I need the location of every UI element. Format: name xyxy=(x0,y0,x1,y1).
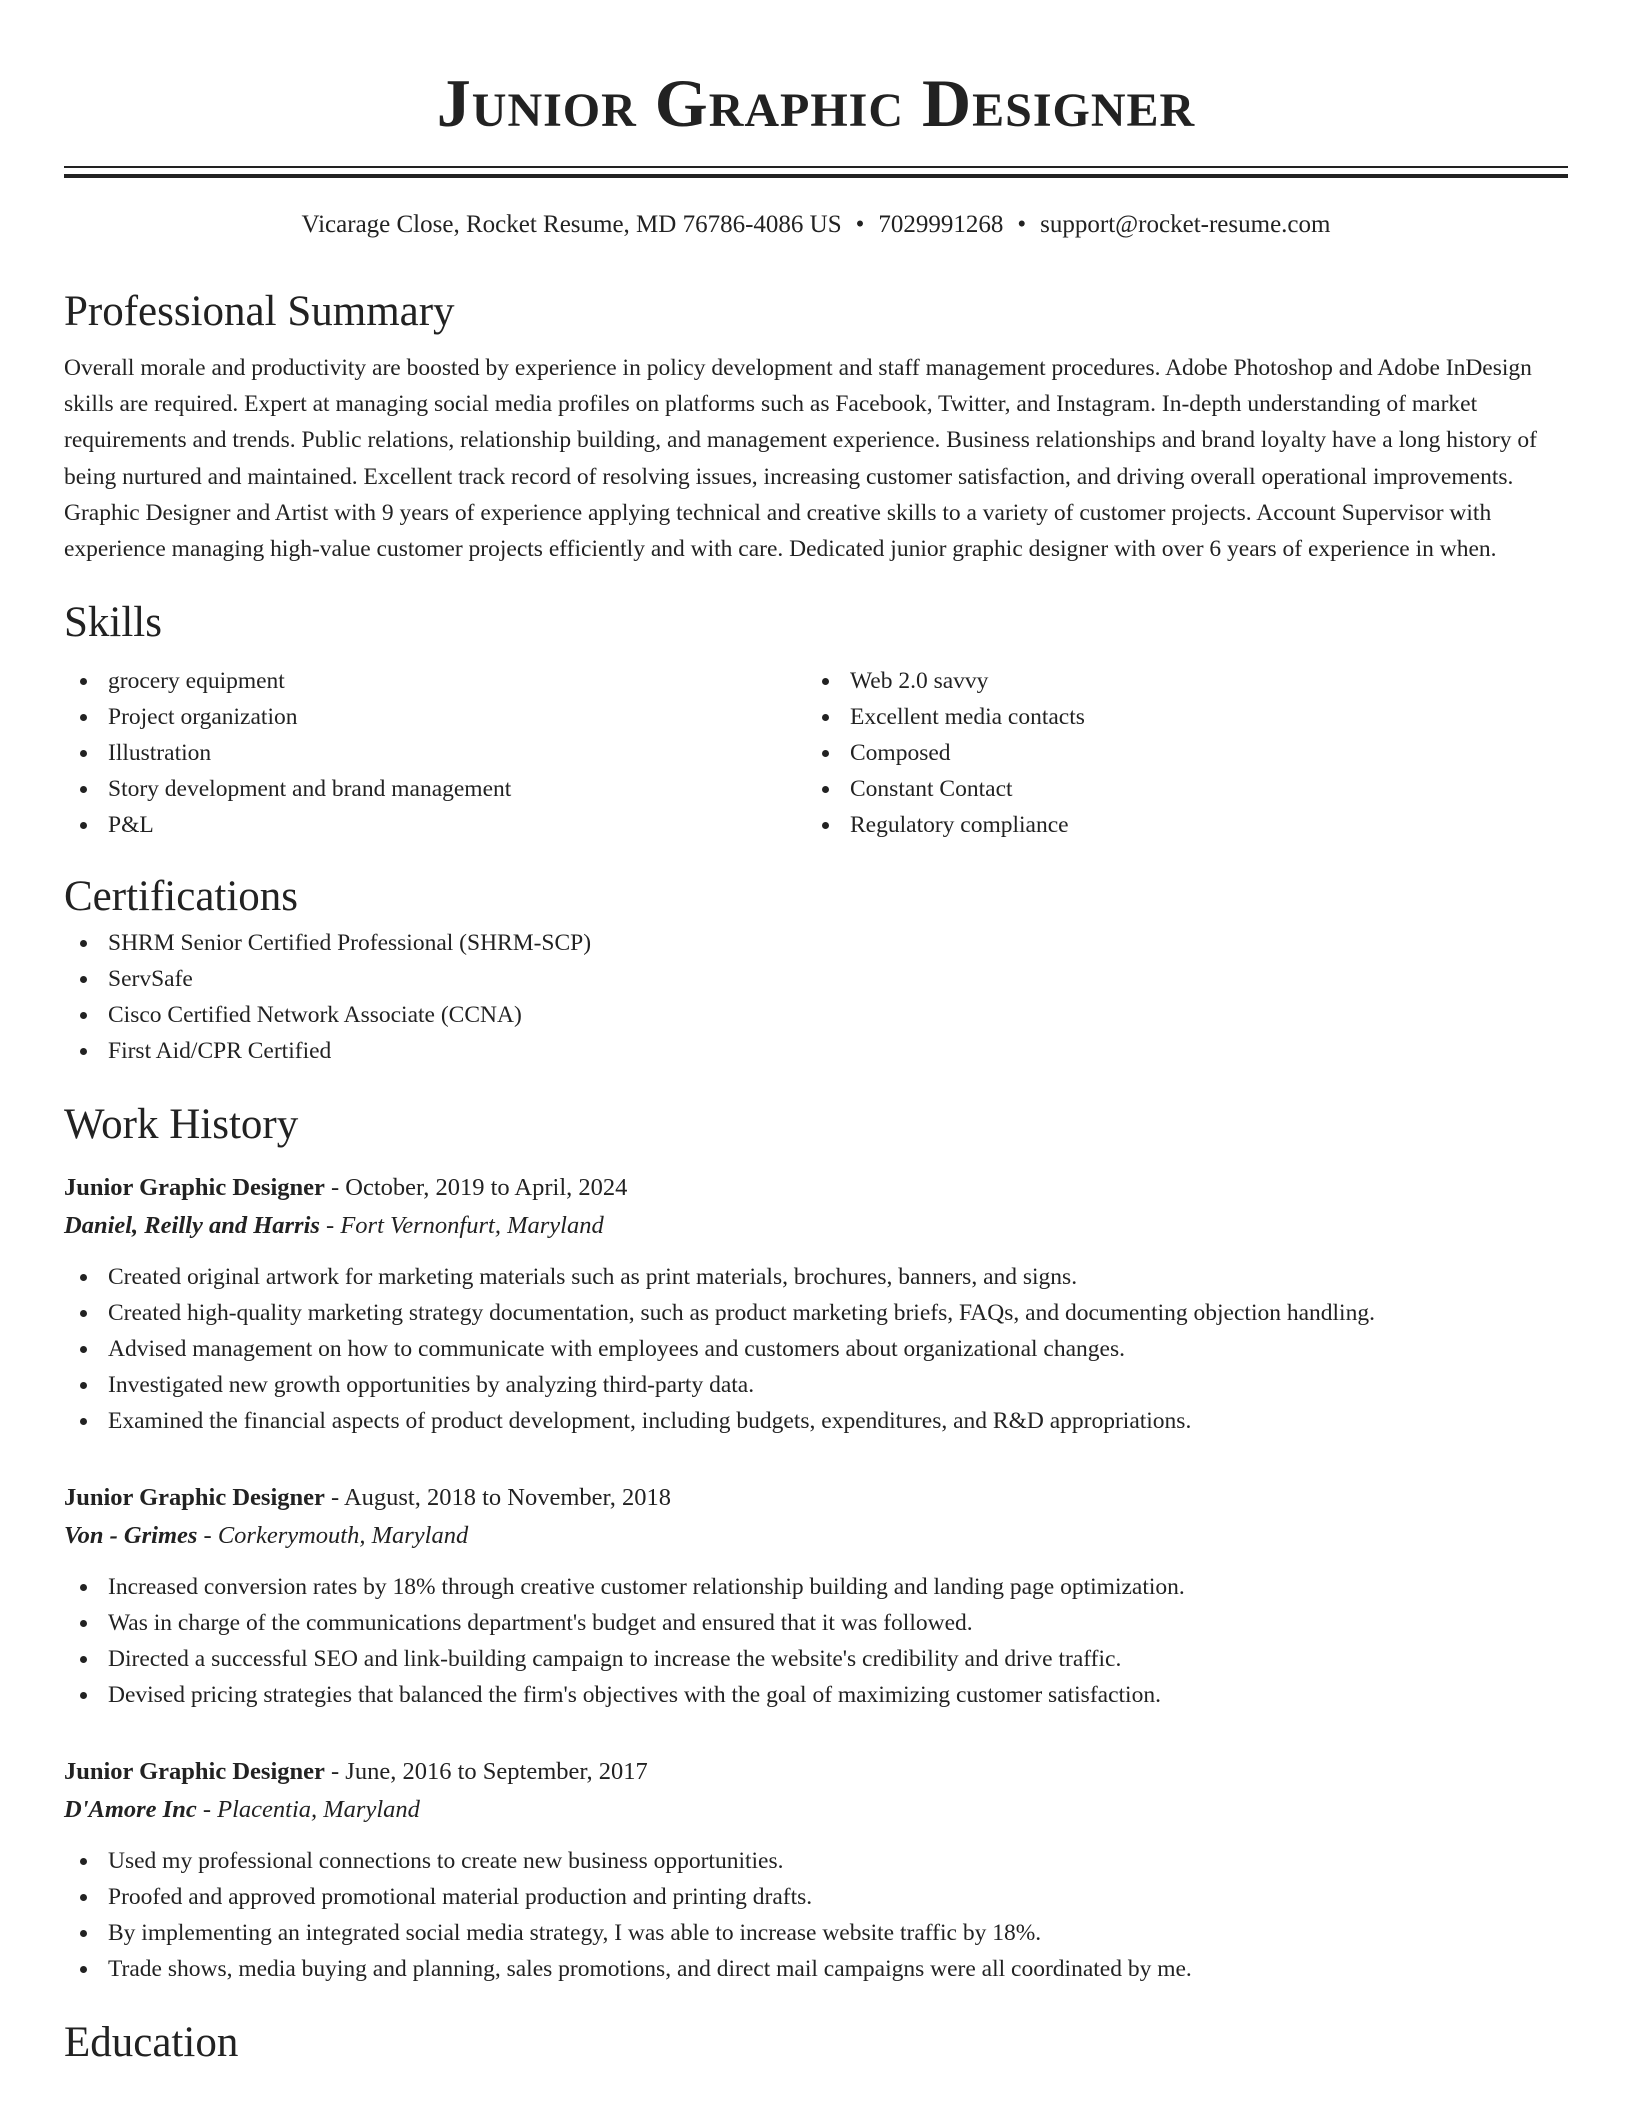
job-title: Junior Graphic Designer xyxy=(64,1174,325,1202)
job-header xyxy=(64,1169,1568,1207)
skill-item: Constant Contact xyxy=(806,771,1548,807)
skill-item: P&L xyxy=(64,807,806,843)
title-divider-thick xyxy=(64,174,1568,178)
job-employer xyxy=(64,1517,1568,1555)
skills-column-left xyxy=(64,663,806,843)
job-header xyxy=(64,1753,1568,1791)
skill-item: Regulatory compliance xyxy=(806,807,1548,843)
certification-item: ServSafe xyxy=(64,961,1568,997)
job-bullets xyxy=(64,1259,1568,1439)
job-bullet: Devised pricing strategies that balanced the firm's objectives with the goal of maximizing customer satisfaction. xyxy=(64,1677,1568,1713)
contact-phone: 7029991268 xyxy=(878,211,1004,238)
job-bullet: Created original artwork for marketing materials such as print materials, brochures, banners, and signs. xyxy=(64,1259,1568,1295)
job-bullet: Trade shows, media buying and planning, sales promotions, and direct mail campaigns were all coordinated by me. xyxy=(64,1951,1568,1987)
section-title-summary: Professional Summary xyxy=(64,288,455,335)
certification-item: SHRM Senior Certified Professional (SHRM-SCP) xyxy=(64,925,1568,961)
job-title: Junior Graphic Designer xyxy=(64,1484,325,1512)
job-dates: - June, 2016 to September, 2017 xyxy=(324,1758,648,1786)
skill-item: Excellent media contacts xyxy=(806,699,1548,735)
job-location: - Fort Vernonfurt, Maryland xyxy=(319,1212,604,1240)
skill-item: Web 2.0 savvy xyxy=(806,663,1548,699)
job-employer xyxy=(64,1207,1568,1245)
job-entry xyxy=(64,1479,1568,1713)
section-title-skills: Skills xyxy=(64,599,162,647)
title-divider-thin xyxy=(64,166,1568,168)
summary-text: Overall morale and productivity are boosted by experience in policy development and staff management procedures. Adobe Photoshop and Adobe InDesign skills are required. Expert at managing social media profiles on platforms such as Facebook, Twitter, and Instagram. In-depth understanding of market requirements and trends. Public relations, relationship building, and management experience. Business relationships and brand loyalty have a long history of being nurtured and maintained. Excellent track record of resolving issues, increasing customer satisfaction, and driving overall operational improvements. Graphic Designer and Artist with 9 years of experience applying technical and creative skills to a variety of customer projects. Account Supervisor with experience managing high-value customer projects efficiently and with care. Dedicated junior graphic designer with over 6 years of experience in when. xyxy=(64,355,1537,563)
job-entry xyxy=(64,1169,1568,1439)
contact-separator: • xyxy=(855,211,865,238)
job-bullets xyxy=(64,1569,1568,1713)
certification-item: First Aid/CPR Certified xyxy=(64,1033,1568,1069)
job-title: Junior Graphic Designer xyxy=(64,1758,325,1786)
skill-item: Story development and brand management xyxy=(64,771,806,807)
job-dates: - October, 2019 to April, 2024 xyxy=(324,1174,628,1202)
job-bullet: Created high-quality marketing strategy documentation, such as product marketing briefs, FAQs, and documenting objection handling. xyxy=(64,1295,1568,1331)
job-bullet: Increased conversion rates by 18% through creative customer relationship building and landing page optimization. xyxy=(64,1569,1568,1605)
job-dates: - August, 2018 to November, 2018 xyxy=(324,1484,671,1512)
contact-line xyxy=(64,210,1568,240)
job-employer xyxy=(64,1791,1568,1829)
skills-grid xyxy=(64,663,1568,843)
job-company: D'Amore Inc xyxy=(64,1796,197,1824)
job-bullet: Investigated new growth opportunities by analyzing third-party data. xyxy=(64,1367,1568,1403)
job-bullet: Used my professional connections to create new business opportunities. xyxy=(64,1843,1568,1879)
skill-item: grocery equipment xyxy=(64,663,806,699)
job-entry xyxy=(64,1753,1568,1987)
contact-address: Vicarage Close, Rocket Resume, MD 76786-4086 US xyxy=(301,211,842,238)
job-company: Von - Grimes xyxy=(64,1522,198,1550)
skill-item: Project organization xyxy=(64,699,806,735)
job-bullet: Advised management on how to communicate with employees and customers about organizational changes. xyxy=(64,1331,1568,1367)
job-bullet: Examined the financial aspects of product development, including budgets, expenditures, and R&D appropriations. xyxy=(64,1403,1568,1439)
skills-list-right xyxy=(806,663,1548,843)
job-bullet: Was in charge of the communications department's budget and ensured that it was followed. xyxy=(64,1605,1568,1641)
skills-column-right xyxy=(806,663,1548,843)
job-bullet: Directed a successful SEO and link-building campaign to increase the website's credibility and drive traffic. xyxy=(64,1641,1568,1677)
job-bullet: Proofed and approved promotional material production and printing drafts. xyxy=(64,1879,1568,1915)
section-title-education: Education xyxy=(64,2019,239,2067)
job-company: Daniel, Reilly and Harris xyxy=(64,1212,320,1240)
section-title-certifications: Certifications xyxy=(64,873,299,921)
resume-page xyxy=(64,0,1568,2071)
section-title-work-history: Work History xyxy=(64,1101,299,1149)
contact-email: support@rocket-resume.com xyxy=(1040,211,1331,238)
job-header xyxy=(64,1479,1568,1517)
skill-item: Composed xyxy=(806,735,1548,771)
skills-list-left xyxy=(64,663,806,843)
job-bullet: By implementing an integrated social media strategy, I was able to increase website traffic by 18%. xyxy=(64,1915,1568,1951)
certification-item: Cisco Certified Network Associate (CCNA) xyxy=(64,997,1568,1033)
contact-separator: • xyxy=(1017,211,1027,238)
job-bullets xyxy=(64,1843,1568,1987)
certifications-list xyxy=(64,925,1568,1069)
resume-title: Junior Graphic Designer xyxy=(436,65,1196,141)
job-location: - Corkerymouth, Maryland xyxy=(197,1522,469,1550)
job-location: - Placentia, Maryland xyxy=(196,1796,420,1824)
skill-item: Illustration xyxy=(64,735,806,771)
